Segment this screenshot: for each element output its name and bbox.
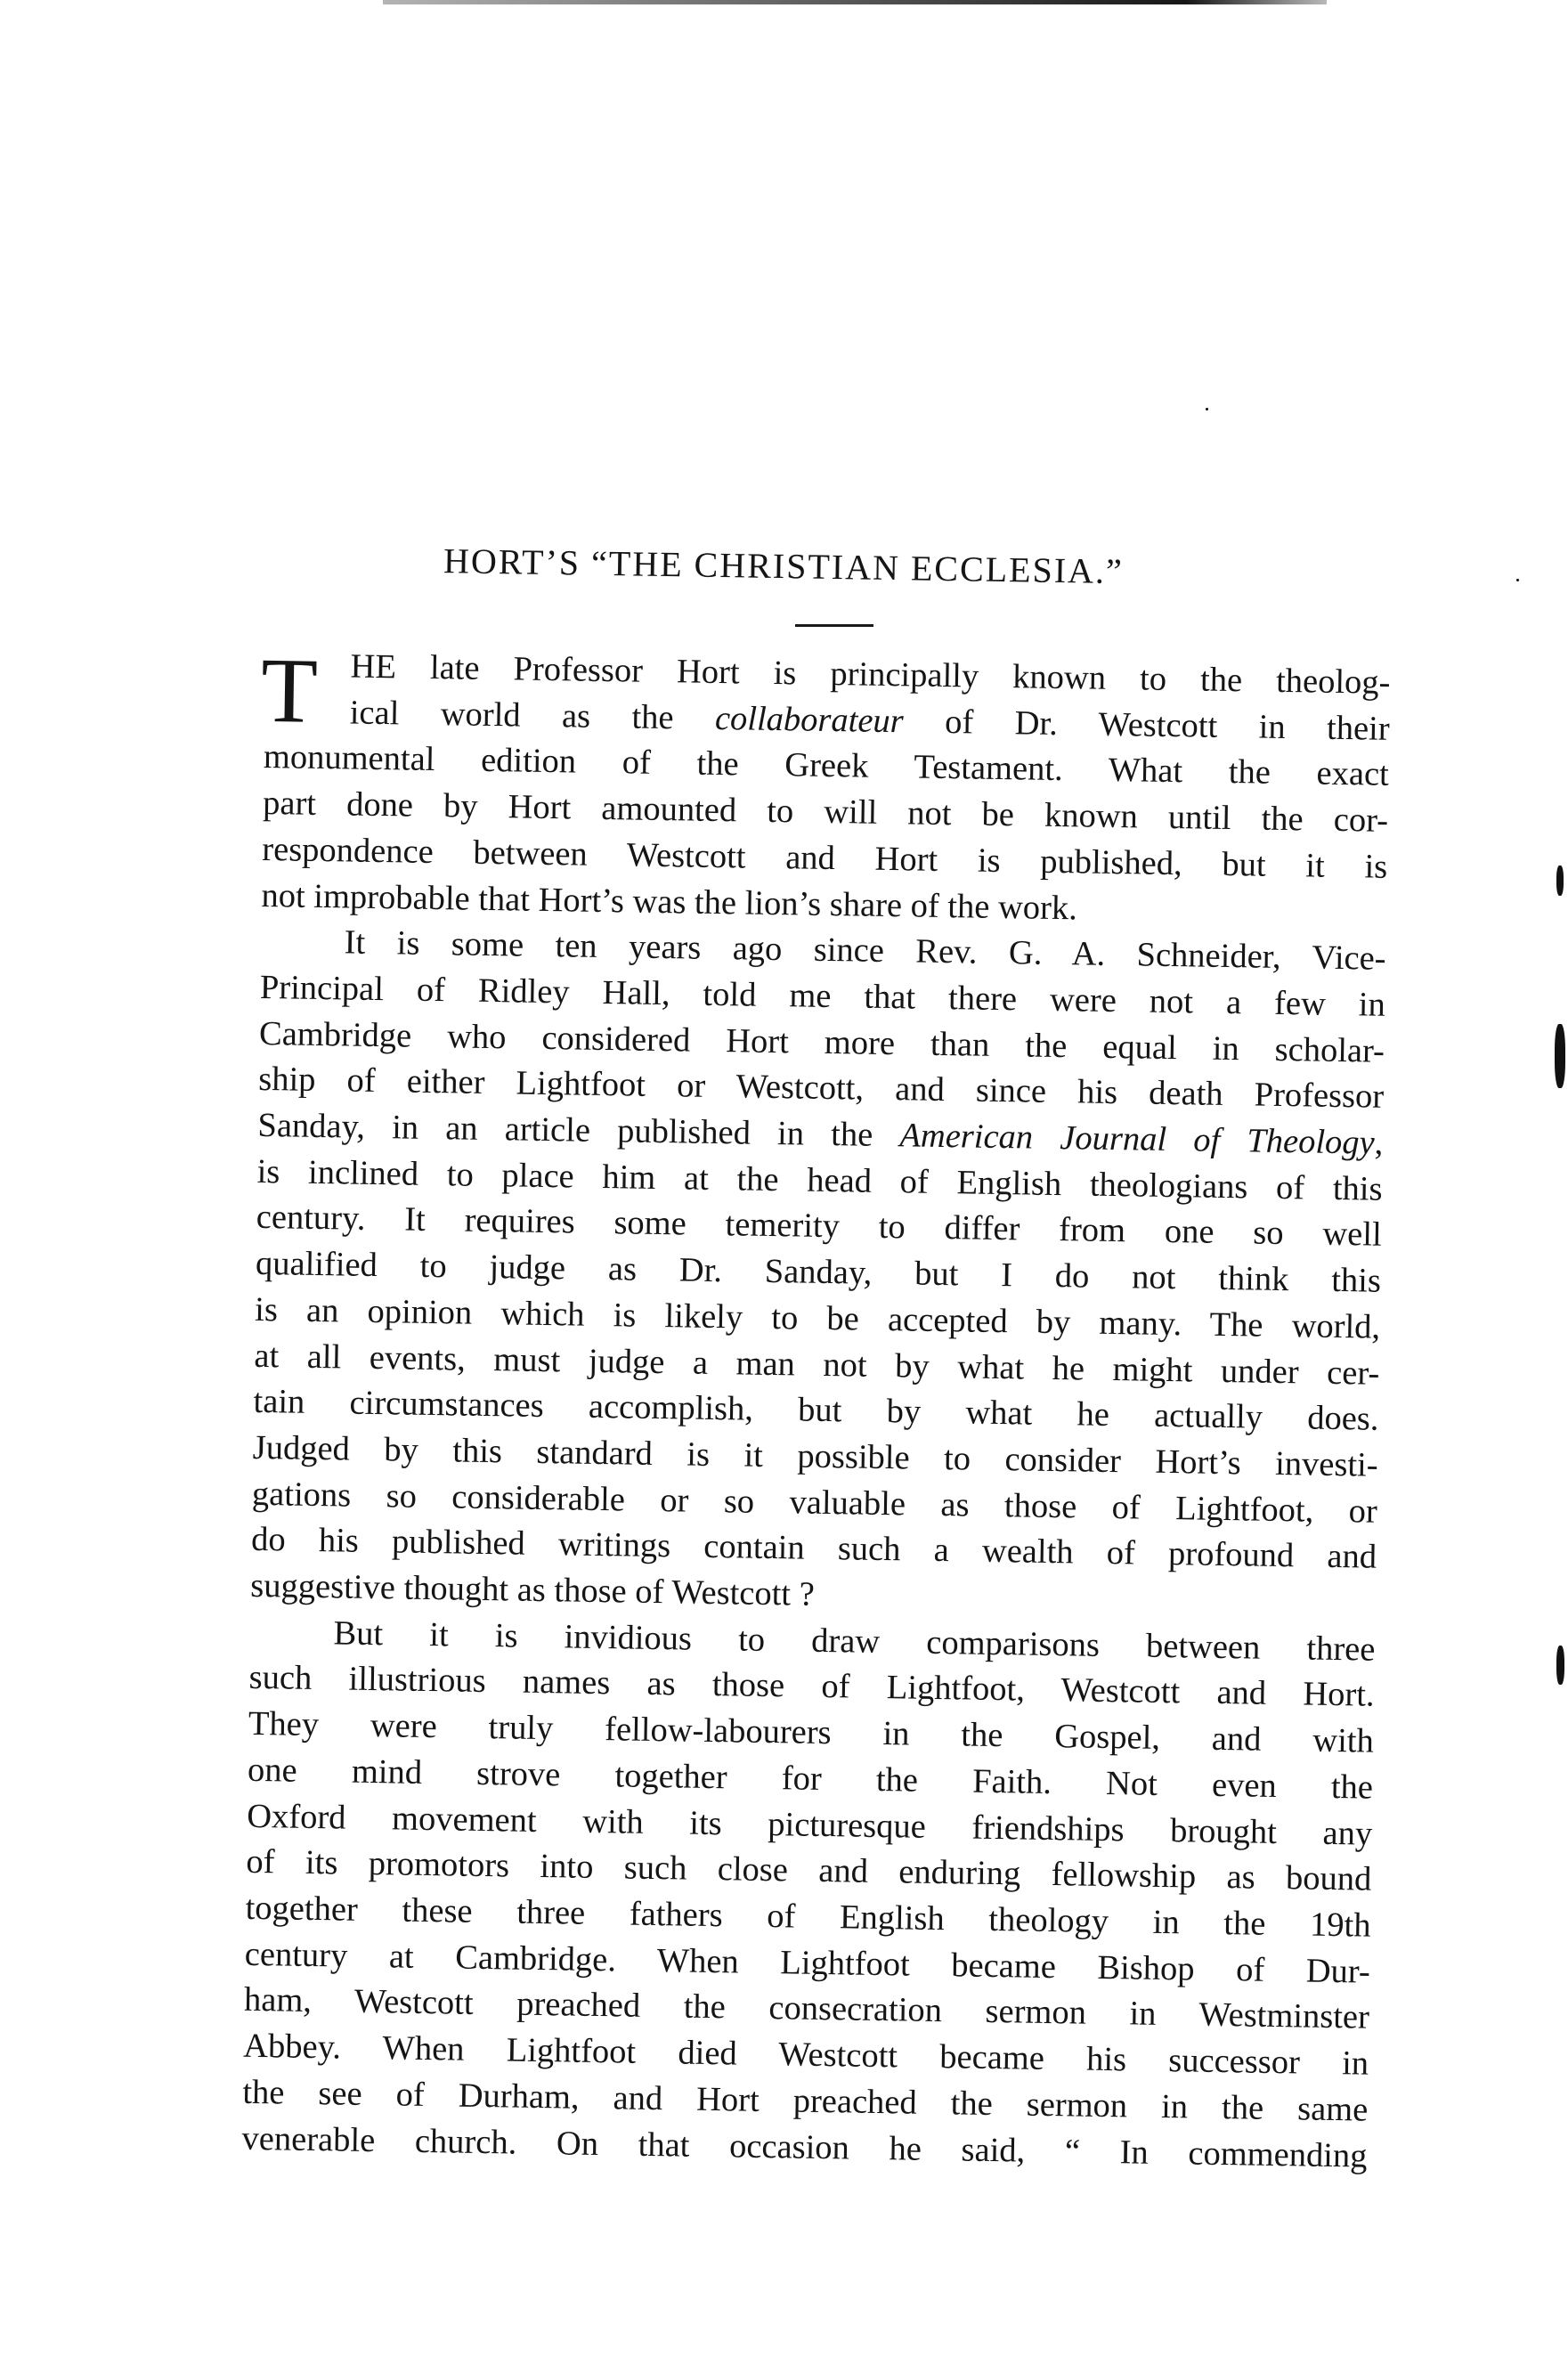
scan-mark xyxy=(1556,865,1564,896)
text-line: at all events, must judge a man not by what he might under cer- xyxy=(254,1337,1380,1393)
text-line: But it is invidious to draw comparisons between three xyxy=(333,1614,1376,1669)
text-line: Abbey. When Lightfoot died Westcott became his successor in xyxy=(242,2027,1369,2083)
text-line: century at Cambridge. When Lightfoot became Bishop of Dur- xyxy=(244,1935,1371,1991)
text-line: It is some ten years ago since Rev. G. A. Schneider, Vice- xyxy=(344,923,1386,979)
text-line: Cambridge who considered Hort more than the equal in scholar- xyxy=(258,1014,1385,1070)
text-line: is an opinion which is likely to be accepted by many. The world, xyxy=(254,1290,1381,1346)
title-divider xyxy=(795,624,873,627)
text-line-part: ical world as the xyxy=(349,694,716,737)
text-line: century. It requires some temerity to differ from one so well xyxy=(256,1199,1383,1255)
drop-cap: T xyxy=(260,638,319,743)
text-line: the see of Durham, and Hort preached the sermon in the same xyxy=(242,2073,1369,2129)
scan-mark xyxy=(1556,1646,1564,1685)
text-line: ship of either Lightfoot or Westcott, and since his death Professor xyxy=(257,1061,1385,1117)
text-line: venerable church. On that occasion he said, “ In commending xyxy=(241,2119,1368,2175)
paragraph-2 xyxy=(250,919,1386,1627)
text-line: do his published writings contain such a wealth of profound and xyxy=(250,1521,1377,1577)
page-title: HORT’S “THE CHRISTIAN ECCLESIA.” xyxy=(443,540,1125,592)
text-line: qualified to judge as Dr. Sanday, but I do not think this xyxy=(255,1245,1382,1300)
scan-mark xyxy=(1555,1024,1565,1088)
text-line: gations so considerable or so valuable as those of Lightfoot, or xyxy=(251,1475,1378,1531)
text-line: tain circumstances accomplish, but by what he actually does. xyxy=(253,1383,1379,1438)
text-line: Principal of Ridley Hall, told me that there were not a few in xyxy=(259,968,1386,1024)
text-line: one mind strove together for the Faith. Not even the xyxy=(247,1751,1374,1807)
text-line: They were truly fellow-labourers in the Gospel, and with xyxy=(248,1705,1375,1760)
article-body xyxy=(241,638,1391,2180)
paragraph-1 xyxy=(260,638,1391,937)
page-top-edge-rule xyxy=(383,0,1327,4)
paragraph-3 xyxy=(241,1610,1376,2180)
text-line: ham, Westcott preached the consecration sermon in Westminster xyxy=(243,1981,1370,2037)
text-line: together these three fathers of English theology in the 19th xyxy=(245,1889,1371,1945)
italic-term: collaborateur xyxy=(714,699,905,740)
text-line-part: , xyxy=(1374,1124,1384,1162)
text-line: HE late Professor Hort is principally known to the theolog- xyxy=(350,647,1391,702)
text-line: of its promotors into such close and enduring fellowship as bound xyxy=(246,1843,1372,1898)
text-line: monumental edition of the Greek Testament. What the exact xyxy=(263,738,1390,794)
text-line: Judged by this standard is it possible to consider Hort’s investi- xyxy=(252,1428,1378,1484)
text-line: not improbable that Hort’s was the lion’s share of the work. xyxy=(261,876,1078,927)
text-line-part: of Dr. Westcott in their xyxy=(903,702,1390,748)
italic-journal-title: American Journal of Theology xyxy=(899,1117,1376,1162)
scan-mark xyxy=(1516,579,1519,581)
text-line-part: Sanday, in an article published in the xyxy=(257,1106,900,1155)
text-line: suggestive thought as those of Westcott ? xyxy=(250,1566,816,1613)
text-line: part done by Hort amounted to will not be known until the cor- xyxy=(262,784,1389,840)
scan-mark xyxy=(1206,408,1208,410)
text-line: such illustrious names as those of Lightfoot, Westcott and Hort. xyxy=(248,1659,1375,1715)
text-line: is inclined to place him at the head of English theologians of this xyxy=(256,1152,1383,1208)
text-line: Oxford movement with its picturesque friendships brought any xyxy=(246,1797,1373,1853)
text-line: respondence between Westcott and Hort is published, but it is xyxy=(262,830,1388,886)
